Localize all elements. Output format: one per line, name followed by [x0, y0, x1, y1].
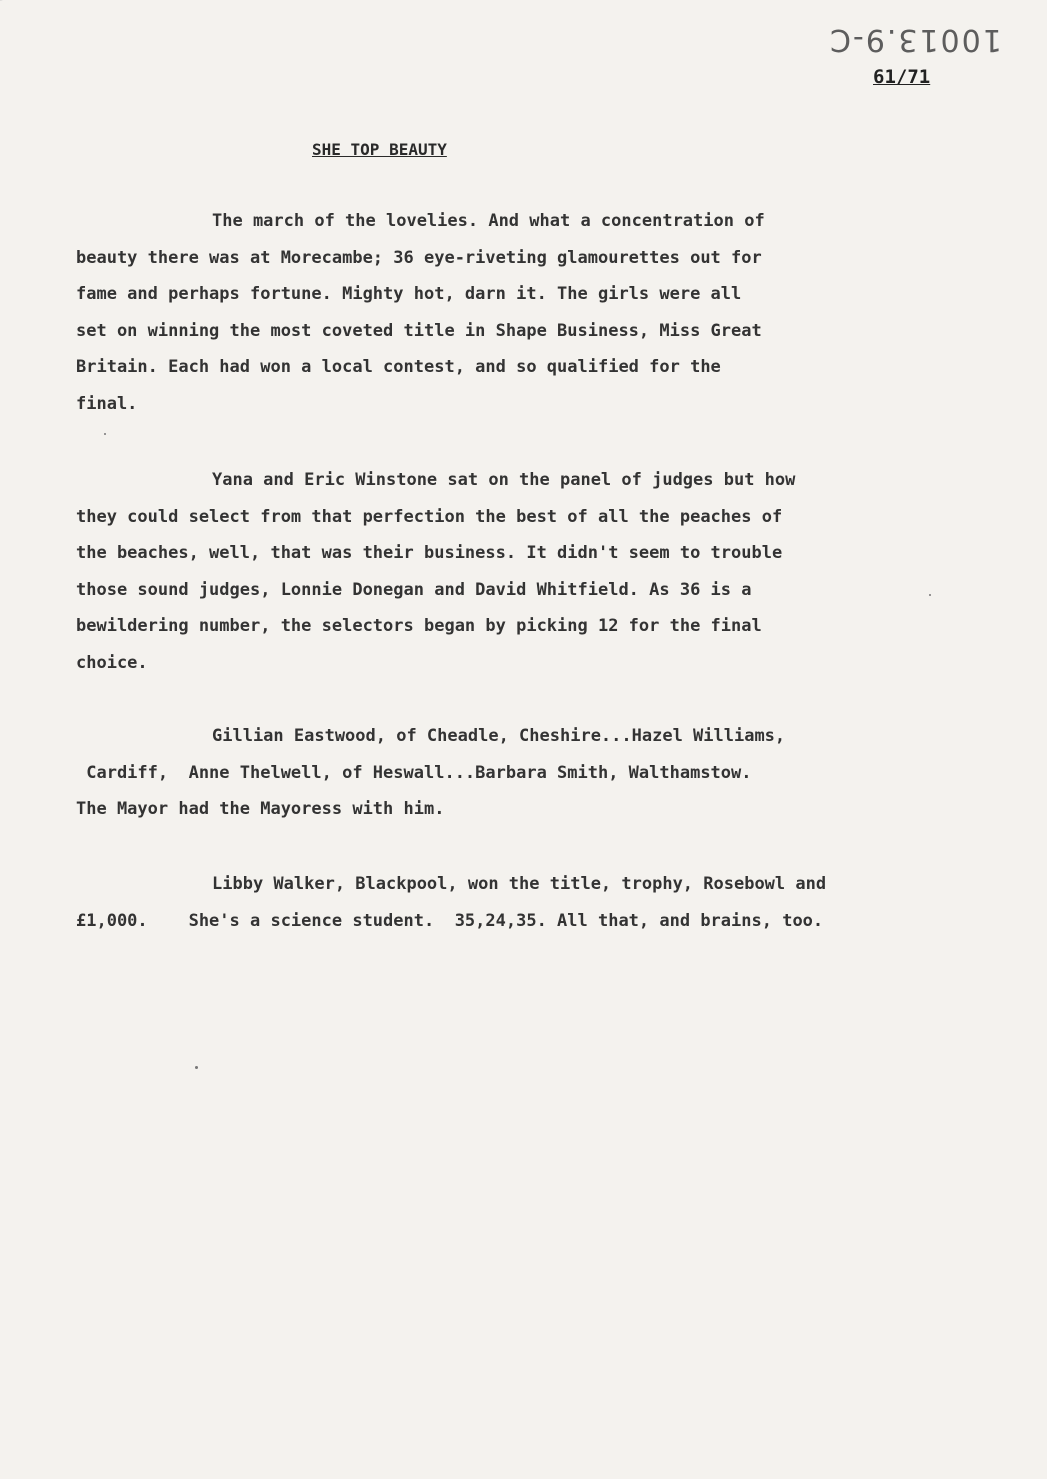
paper-speck: [195, 1066, 198, 1069]
paragraph-1: [76, 203, 976, 422]
corner-fold-mark: [0, 0, 86, 29]
paragraph-line: the beaches, well, that was their business. It didn't seem to trouble: [76, 543, 783, 563]
paper-speck: [929, 594, 931, 596]
paragraph-line: set on winning the most coveted title in Shape Business, Miss Great: [76, 320, 762, 341]
handwritten-reference-number: 10013.9-C: [828, 22, 1002, 57]
paragraph-line: Gillian Eastwood, of Cheadle, Cheshire...Hazel Williams,: [212, 726, 786, 746]
document-title: SHE TOP BEAUTY: [312, 140, 447, 159]
paragraph-line: The Mayor had the Mayoress with him.: [76, 799, 445, 819]
paragraph-line: The march of the lovelies. And what a concentration of: [212, 211, 765, 231]
paragraph-line: Libby Walker, Blackpool, won the title, trophy, Rosebowl and: [212, 874, 827, 894]
page-reference: 61/71: [873, 66, 931, 88]
paper-speck: [104, 433, 106, 435]
paragraph-line: those sound judges, Lonnie Donegan and David Whitfield. As 36 is a: [76, 579, 752, 600]
paragraph-line: beauty there was at Morecambe; 36 eye-riveting glamourettes out for: [76, 247, 762, 268]
paragraph-line: bewildering number, the selectors began by picking 12 for the final: [76, 616, 762, 636]
paragraph-2: [76, 462, 976, 681]
paragraph-line: Yana and Eric Winstone sat on the panel of judges but how: [212, 470, 796, 490]
paragraph-line: Britain. Each had won a local contest, and so qualified for the: [76, 357, 721, 377]
paragraph-3: [76, 718, 976, 828]
paragraph-line: £1,000. She's a science student. 35,24,35. All that, and brains, too.: [76, 910, 824, 931]
paragraph-line: fame and perhaps fortune. Mighty hot, darn it. The girls were all: [76, 284, 742, 304]
paragraph-line: Cardiff, Anne Thelwell, of Heswall...Barbara Smith, Walthamstow.: [76, 762, 752, 783]
paragraph-4: [76, 866, 976, 939]
paragraph-line: choice.: [76, 652, 148, 673]
paragraph-line: they could select from that perfection the best of all the peaches of: [76, 506, 783, 527]
paragraph-line: final.: [76, 393, 138, 414]
